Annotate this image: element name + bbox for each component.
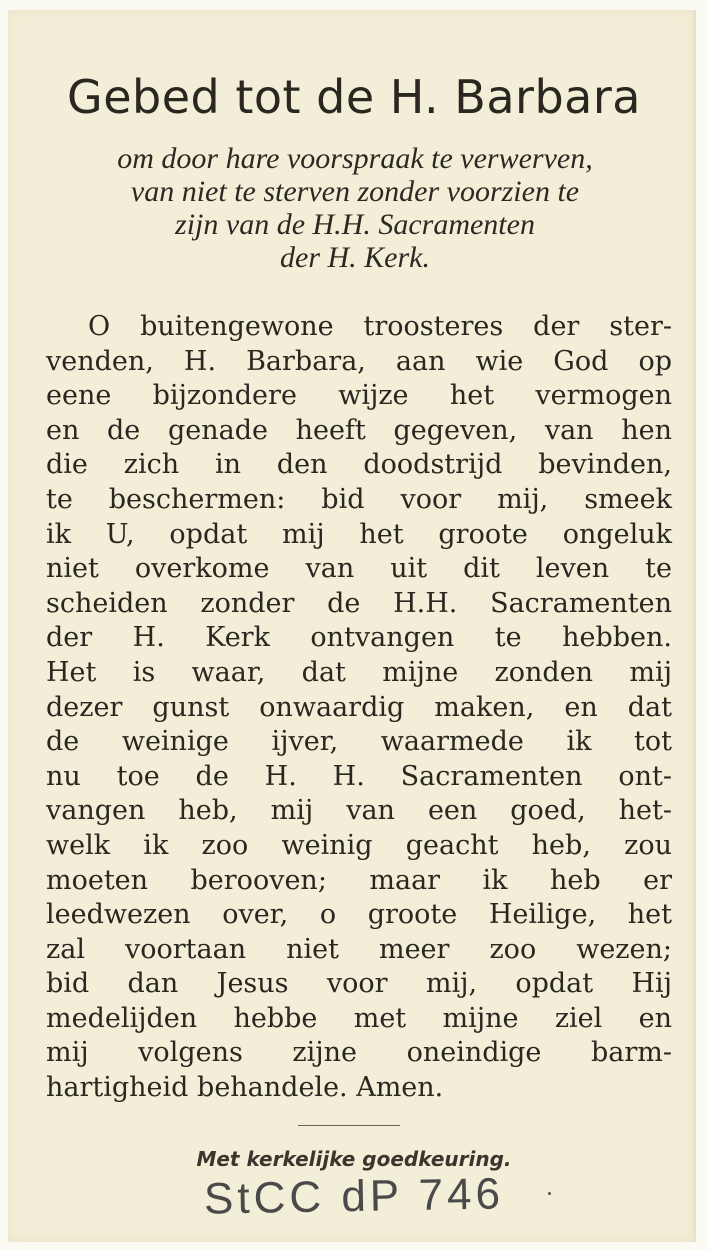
prayer-line: moeten berooven; maar ik heb er <box>46 864 672 896</box>
prayer-line: mij volgens zijne oneindige barm- <box>46 1037 672 1069</box>
prayer-line: te beschermen: bid voor mij, smeek <box>46 483 672 515</box>
prayer-line: leedwezen over, o groote Heilige, het <box>46 899 672 931</box>
prayer-text <box>46 310 672 1106</box>
prayer-line: ik U, opdat mij het groote ongeluk <box>46 518 672 550</box>
prayer-line: dezer gunst onwaardig maken, en dat <box>46 691 672 723</box>
subtitle-line: om door hare voorspraak te verwerven, <box>117 142 593 175</box>
paper-speck <box>548 1192 551 1195</box>
prayer-line: Het is waar, dat mijne zonden mij <box>46 656 672 688</box>
subtitle-line: van niet te sterven zonder voorzien te <box>130 175 580 208</box>
prayer-line: niet overkome van uit dit leven te <box>46 553 672 585</box>
prayer-subtitle <box>50 142 660 274</box>
prayer-line: venden, H. Barbara, aan wie God op <box>46 345 672 377</box>
prayer-line: en de genade heeft gegeven, van hen <box>46 414 672 446</box>
prayer-title: Gebed tot de H. Barbara <box>67 70 641 124</box>
prayer-line: medelijden hebbe met mijne ziel en <box>46 1002 672 1034</box>
ecclesiastical-approval: Met kerkelijke goedkeuring. <box>196 1147 512 1171</box>
prayer-line: de weinige ijver, waarmede ik tot <box>46 726 672 758</box>
prayer-line: bid dan Jesus voor mij, opdat Hij <box>46 968 672 1000</box>
prayer-line: eene bijzondere wijze het vermogen <box>46 380 672 412</box>
prayer-line: die zich in den doodstrijd bevinden, <box>46 449 672 481</box>
prayer-line: hartigheid behandele. Amen. <box>46 1072 444 1104</box>
prayer-line: O buitengewone troosteres der ster- <box>88 311 672 342</box>
prayer-line: vangen heb, mij van een goed, het- <box>46 795 672 827</box>
subtitle-line: zijn van de H.H. Sacramenten <box>175 208 535 241</box>
prayer-line: nu toe de H. H. Sacramenten ont- <box>46 760 672 792</box>
prayer-line: welk ik zoo weinig geacht heb, zou <box>46 829 672 861</box>
divider-rule <box>298 1125 400 1126</box>
prayer-line: scheiden zonder de H.H. Sacramenten <box>46 587 672 619</box>
pencil-shelfmark: StCC dP 746 <box>203 1169 505 1224</box>
subtitle-line: der H. Kerk. <box>280 241 430 274</box>
prayer-line: der H. Kerk ontvangen te hebben. <box>46 622 672 654</box>
prayer-line: zal voortaan niet meer zoo wezen; <box>46 933 672 965</box>
